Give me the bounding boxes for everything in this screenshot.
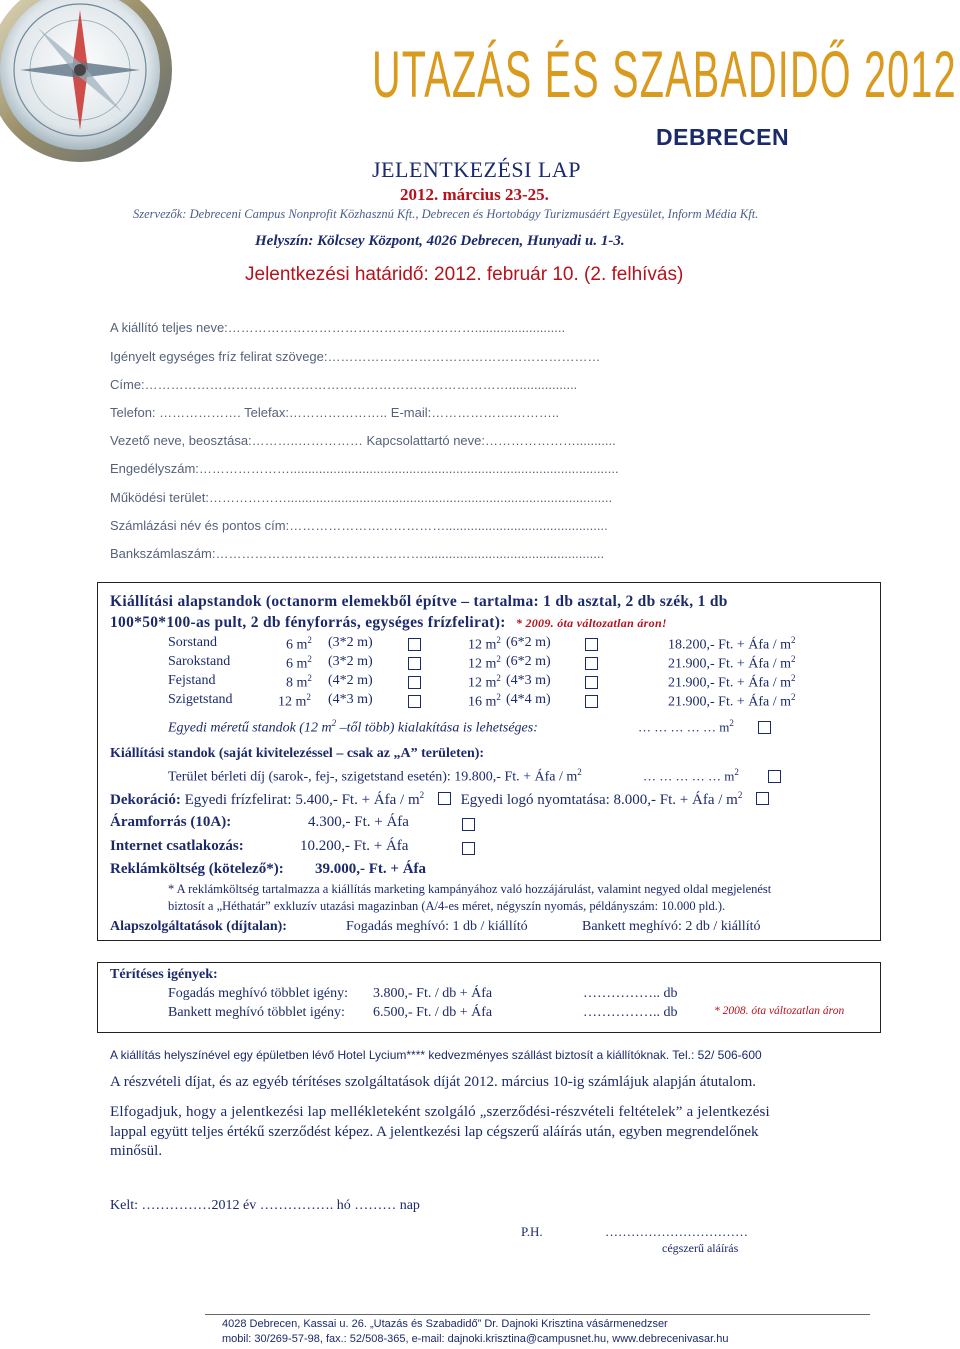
checkbox-power[interactable]: [462, 818, 475, 831]
stands-heading: Kiállítási alapstandok (octanorm elemekből építve – tartalma: 1 db asztal, 2 db szék, 1 db: [110, 593, 728, 610]
stands-heading-2: 100*50*100-as pult, 2 db fényforrás, egységes frízfelirat): * 2009. óta változatlan áron!: [110, 614, 667, 631]
own-stand-line: Terület bérleti díj (sarok-, fej-, szigetstand esetén): 19.800,- Ft. + Áfa / $m^2$: [168, 767, 582, 785]
checkbox-stand-a[interactable]: [408, 638, 421, 651]
field-billing[interactable]: Számlázási név és pontos cím:……………………………….............................................: [110, 518, 608, 533]
checkbox-stand-b[interactable]: [585, 657, 598, 670]
checkbox-deco[interactable]: [438, 792, 451, 805]
agreement-line: Elfogadjuk, hogy a jelentkezési lap mellékleteként szolgáló „szerződési-részvételi feltételek” a jelentkezési: [110, 1104, 770, 1120]
deadline: Jelentkezési határidő: 2012. február 10. (2. felhívás): [245, 264, 684, 285]
agreement-line: minősül.: [110, 1143, 163, 1159]
checkbox-own-stand[interactable]: [768, 770, 781, 783]
internet-row: Internet csatlakozás: 10.200,- Ft. + Áfa: [110, 838, 244, 855]
form-title: JELENTKEZÉSI LAP: [372, 157, 582, 182]
checkbox-custom[interactable]: [758, 721, 771, 734]
own-stand-qty[interactable]: … … … … … $m^2$: [643, 767, 739, 784]
agreement-line: lappal együtt teljes értékű szerződést képez. A jelentkezési lap cégszerű aláírás után, egyben megrendelőnek: [110, 1124, 759, 1140]
checkbox-stand-b[interactable]: [585, 695, 598, 708]
own-stand-heading: Kiállítási standok (saját kivitelezéssel – csak az „A” területen):: [110, 746, 485, 761]
field-bank-account[interactable]: Bankszámlaszám:…………………………………………..................................................: [110, 546, 605, 561]
field-manager[interactable]: Vezető neve, beosztása:………..…………… Kapcsolattartó neve:…………………...........: [110, 433, 616, 448]
compass-logo: [0, 0, 180, 180]
ad-note: biztosít a „Héthatár” exkluzív utazási magazinban (A/4-es méret, négyszín nyomás, példányszám: 10.000 pld.).: [168, 899, 726, 913]
checkbox-stand-a[interactable]: [408, 657, 421, 670]
organizers: Szervezők: Debreceni Campus Nonprofit Közhasznú Kft., Debrecen és Hortobágy Turizmusáért Egyesület, Inform Média Kft.: [133, 207, 759, 221]
signature-dots[interactable]: ……………………………: [605, 1224, 748, 1239]
checkbox-stand-a[interactable]: [408, 676, 421, 689]
event-date: 2012. március 23-25.: [400, 185, 549, 204]
paid-row: Fogadás meghívó többlet igény: 3.800,- Ft. / db + Áfa …………….. db: [168, 986, 678, 1001]
checkbox-stand-b[interactable]: [585, 676, 598, 689]
field-exhibitor-name[interactable]: A kiállító teljes neve:………………………………………………….........................: [110, 320, 566, 335]
custom-stand-qty[interactable]: … … … … … $m^2$: [638, 718, 734, 735]
footer-contact: mobil: 30/269-57-98, fax.: 52/508-365, e-mail: dajnoki.krisztina@campusnet.hu, www.debrecenivasar.hu: [222, 1333, 729, 1345]
checkbox-stand-b[interactable]: [585, 638, 598, 651]
ad-note: * A reklámköltség tartalmazza a kiállítás marketing kampányához való hozzájárulást, valamint negyed oldal megjelenést: [168, 882, 772, 896]
brand-title: UTAZÁS ÉS SZABADIDŐ 2012: [372, 37, 957, 111]
signature-label: cégszerű aláírás: [662, 1241, 739, 1255]
field-area[interactable]: Működési terület:………………..........................................................................................: [110, 490, 613, 505]
basic-services: Alapszolgáltatások (díjtalan): Fogadás meghívó: 1 db / kiállító Bankett meghívó: 2 db / kiállító: [110, 919, 761, 934]
footer-address: 4028 Debrecen, Kassai u. 26. „Utazás és Szabadidő” Dr. Dajnoki Krisztina vásármenedzser: [222, 1318, 668, 1330]
custom-stand: Egyedi méretű standok (12 $m^2$ –től több) kialakítása is lehetséges:: [168, 718, 538, 736]
stamp-label: P.H.: [521, 1224, 543, 1239]
footer-divider: [205, 1314, 870, 1315]
field-address[interactable]: Címe:…………………………………………………………………………...................: [110, 377, 578, 392]
qty-banquet[interactable]: …………….. db: [583, 1005, 678, 1020]
price-note: * 2009. óta változatlan áron!: [515, 616, 667, 630]
qty-reception[interactable]: …………….. db: [583, 986, 678, 1001]
paid-note: * 2008. óta változatlan áron: [714, 1005, 845, 1017]
checkbox-stand-a[interactable]: [408, 695, 421, 708]
field-contact[interactable]: Telefon: ………………. Telefax:………………….. E-mail:……………….………..: [110, 405, 560, 420]
decoration-row: Dekoráció: Egyedi frízfelirat: 5.400,- Ft. + Áfa / $m^2$ Egyedi logó nyomtatása: 8.000,- Ft. + Áfa / $m^2$: [110, 790, 769, 809]
power-row: Áramforrás (10A): 4.300,- Ft. + Áfa: [110, 814, 231, 831]
brand-city: DEBRECEN: [656, 124, 790, 150]
field-frieze-text[interactable]: Igényelt egységes fríz felirat szövege:………………………………………………………: [110, 349, 601, 364]
ad-row: Reklámköltség (kötelező*): 39.000,- Ft. + Áfa: [110, 861, 427, 877]
date-line[interactable]: Kelt: ……………2012 év ……………. hó ……… nap: [110, 1198, 420, 1213]
checkbox-internet[interactable]: [462, 842, 475, 855]
paid-section: [97, 962, 881, 1033]
payment-note: A részvételi díjat, és az egyéb térítéses szolgáltatások díját 2012. március 10-ig számlájuk alapján átutalom.: [110, 1074, 757, 1090]
paid-row: Bankett meghívó többlet igény: 6.500,- Ft. / db + Áfa …………….. db * 2008. óta változatlan áron: [168, 1005, 845, 1020]
hotel-note: A kiállítás helyszínével egy épületben lévő Hotel Lycium**** kedvezményes szállást biztosít a kiállítóknak. Tel.: 52/ 506-600: [110, 1048, 762, 1062]
checkbox-logo[interactable]: [756, 792, 769, 805]
paid-heading: Térítéses igények:: [110, 967, 218, 982]
stands-section: Kiállítási alapstandok (octanorm elemekből építve – tartalma: 1 db asztal, 2 db szék, 1 db 100*50*100-as pult, 2 db fényforrás, egységes frízfelirat): * 2009. óta változatlan áron! Sorstand 6 $m^2$ (3*2 m) 12 $m^2$ (6*2 m) 18.200,- Ft. + Áfa / $m^2$ Sarokstand 6 $m^2$ (3*2 m) 12 $m^2$ (6*2 m) 21.900,- Ft. + Áfa / $m^2$ Fejstand 8 $m^2$ (4*2 m) 12 $m^2$ (4*3 m) 21.900,- Ft. + Áfa / $m^2$ Szigetstand 12 $m^2$ (4*3 m) 16 $m^2$ (4*4 m) 21.900,- Ft. + Áfa / $m^2$ Egyedi méretű standok (12 $m^2$ –től több) kialakítása is lehetséges: … … … … … $m^2$ Kiállítási standok (saját kivitelezéssel – csak az „A” területen): Terület bérleti díj (sarok-, fej-, szigetstand esetén): 19.800,- Ft. + Áfa / $m^2$ … … … … … $m^2$ Dekoráció: Egyedi frízfelirat: 5.400,- Ft. + Áfa / $m^2$ Egyedi logó nyomtatása: 8.000,- Ft. + Áfa / $m^2$ Áramforrás (10A): 4.300,- Ft. + Áfa Internet csatlakozás: 10.200,- Ft. + Áfa Reklámköltség (kötelező*): 39.000,- Ft. + Áfa * A reklámköltség tartalmazza a kiállítás marketing kampányához való hozzájárulást, valamint negyed oldal megjelenést biztosít a „Héthatár” exkluzív utazási magazinban (A/4-es méret, négyszín nyomás, példányszám: 10.000 pld.). Alapszolgáltatások (díjtalan): Fogadás meghívó: 1 db / kiállító Bankett meghívó: 2 db / kiállító: [97, 582, 881, 941]
venue: Helyszín: Kölcsey Központ, 4026 Debrecen, Hunyadi u. 1-3.: [255, 233, 625, 249]
field-license[interactable]: Engedélyszám:…………………...........................................................................................: [110, 461, 619, 476]
